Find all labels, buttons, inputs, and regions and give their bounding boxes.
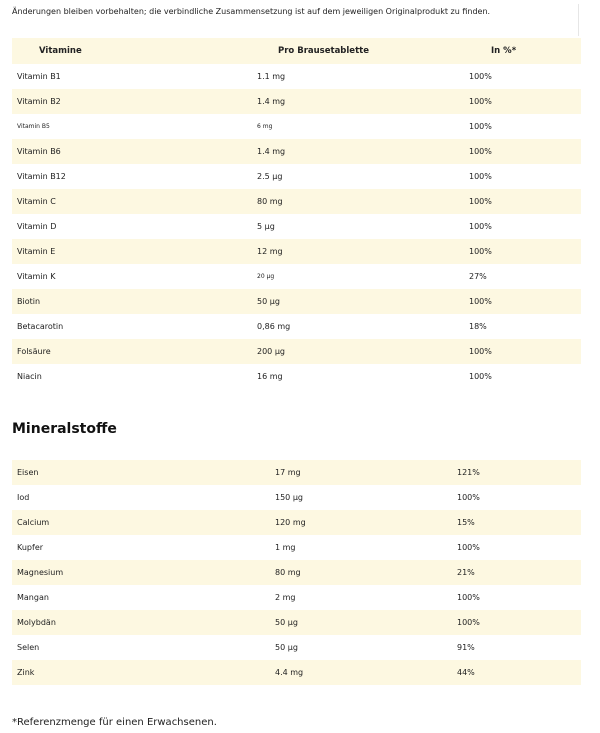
- vitamin-percent: 27%: [469, 272, 487, 281]
- table-row: [12, 214, 581, 239]
- table-row: [12, 585, 581, 610]
- mineral-name: Calcium: [17, 518, 50, 527]
- mineral-name: Eisen: [17, 468, 39, 477]
- mineral-percent: 100%: [457, 493, 480, 502]
- mineral-percent: 91%: [457, 643, 475, 652]
- mineral-amount: 50 µg: [275, 643, 298, 652]
- vitamin-amount: 20 µg: [257, 273, 275, 280]
- mineral-amount: 120 mg: [275, 518, 306, 527]
- table-row: [12, 64, 581, 89]
- mineral-amount: 4.4 mg: [275, 668, 304, 677]
- table-row: [12, 535, 581, 560]
- vitamin-amount: 1.4 mg: [257, 97, 286, 106]
- vitamin-percent: 100%: [469, 197, 492, 206]
- vitamin-name: Biotin: [17, 297, 41, 306]
- vitamin-amount: 1.1 mg: [257, 72, 286, 81]
- table-row: [12, 189, 581, 214]
- table-row: [12, 314, 581, 339]
- vitamin-percent: 100%: [469, 347, 492, 356]
- mineral-percent: 121%: [457, 468, 480, 477]
- vitamin-name: Vitamin B2: [17, 97, 61, 106]
- header-pro-brausetablette: Pro Brausetablette: [278, 46, 369, 56]
- table-row: [12, 460, 581, 485]
- vitamin-name: Vitamin B12: [17, 172, 66, 181]
- vitamin-percent: 100%: [469, 297, 492, 306]
- vitamins-table: [12, 38, 581, 389]
- vitamin-amount: 6 mg: [257, 123, 273, 130]
- vitamin-percent: 100%: [469, 247, 492, 256]
- header-percent: In %*: [491, 46, 517, 56]
- table-row: [12, 485, 581, 510]
- minerals-table: [12, 460, 581, 685]
- mineral-amount: 150 µg: [275, 493, 303, 502]
- mineral-name: Iod: [17, 493, 30, 502]
- table-row: [12, 289, 581, 314]
- table-row: [12, 264, 581, 289]
- minerals-heading: Mineralstoffe: [12, 421, 117, 437]
- table-row: [12, 364, 581, 389]
- table-row: [12, 139, 581, 164]
- vitamin-percent: 100%: [469, 72, 492, 81]
- table-row: [12, 89, 581, 114]
- table-row: [12, 560, 581, 585]
- mineral-name: Molybdän: [17, 618, 56, 627]
- vitamin-percent: 100%: [469, 147, 492, 156]
- table-row: [12, 239, 581, 264]
- table-row: [12, 510, 581, 535]
- mineral-amount: 17 mg: [275, 468, 301, 477]
- vitamin-name: Vitamin C: [17, 197, 56, 206]
- table-row: [12, 660, 581, 685]
- vitamin-amount: 200 µg: [257, 347, 285, 356]
- footnote: *Referenzmenge für einen Erwachsenen.: [12, 717, 217, 728]
- table-row: [12, 164, 581, 189]
- table-row: [12, 635, 581, 660]
- mineral-name: Zink: [17, 668, 35, 677]
- vitamin-percent: 100%: [469, 172, 492, 181]
- vitamin-percent: 100%: [469, 372, 492, 381]
- vitamin-name: Betacarotin: [17, 322, 64, 331]
- vitamin-name: Vitamin B1: [17, 72, 61, 81]
- vitamin-name: Vitamin K: [17, 272, 56, 281]
- mineral-percent: 100%: [457, 593, 480, 602]
- divider: [578, 4, 579, 36]
- vitamin-percent: 100%: [469, 222, 492, 231]
- vitamin-amount: 0,86 mg: [257, 322, 291, 331]
- table-row: [12, 114, 581, 139]
- vitamin-name: Vitamin E: [17, 247, 56, 256]
- vitamins-header-row: [12, 38, 581, 64]
- mineral-name: Kupfer: [17, 543, 44, 552]
- vitamin-amount: 50 µg: [257, 297, 280, 306]
- vitamin-name: Vitamin B5: [17, 123, 50, 130]
- mineral-name: Mangan: [17, 593, 49, 602]
- mineral-amount: 50 µg: [275, 618, 298, 627]
- mineral-percent: 100%: [457, 543, 480, 552]
- disclaimer-text: Änderungen bleiben vorbehalten; die verbindliche Zusammensetzung ist auf dem jeweiligen Originalprodukt zu finden.: [12, 7, 491, 16]
- vitamin-percent: 18%: [469, 322, 487, 331]
- vitamin-percent: 100%: [469, 122, 492, 131]
- mineral-percent: 100%: [457, 618, 480, 627]
- vitamin-name: Vitamin B6: [17, 147, 61, 156]
- vitamin-amount: 5 µg: [257, 222, 275, 231]
- vitamin-amount: 12 mg: [257, 247, 283, 256]
- vitamin-amount: 16 mg: [257, 372, 283, 381]
- mineral-percent: 21%: [457, 568, 475, 577]
- mineral-name: Magnesium: [17, 568, 64, 577]
- mineral-amount: 80 mg: [275, 568, 301, 577]
- vitamin-name: Folsäure: [17, 347, 51, 356]
- vitamin-name: Vitamin D: [17, 222, 57, 231]
- mineral-amount: 2 mg: [275, 593, 296, 602]
- vitamin-amount: 2.5 µg: [257, 172, 283, 181]
- vitamin-amount: 80 mg: [257, 197, 283, 206]
- table-row: [12, 610, 581, 635]
- vitamin-name: Niacin: [17, 372, 42, 381]
- mineral-percent: 44%: [457, 668, 475, 677]
- mineral-name: Selen: [17, 643, 40, 652]
- vitamin-percent: 100%: [469, 97, 492, 106]
- vitamin-amount: 1.4 mg: [257, 147, 286, 156]
- mineral-percent: 15%: [457, 518, 475, 527]
- mineral-amount: 1 mg: [275, 543, 296, 552]
- header-vitamine: Vitamine: [39, 46, 82, 56]
- table-row: [12, 339, 581, 364]
